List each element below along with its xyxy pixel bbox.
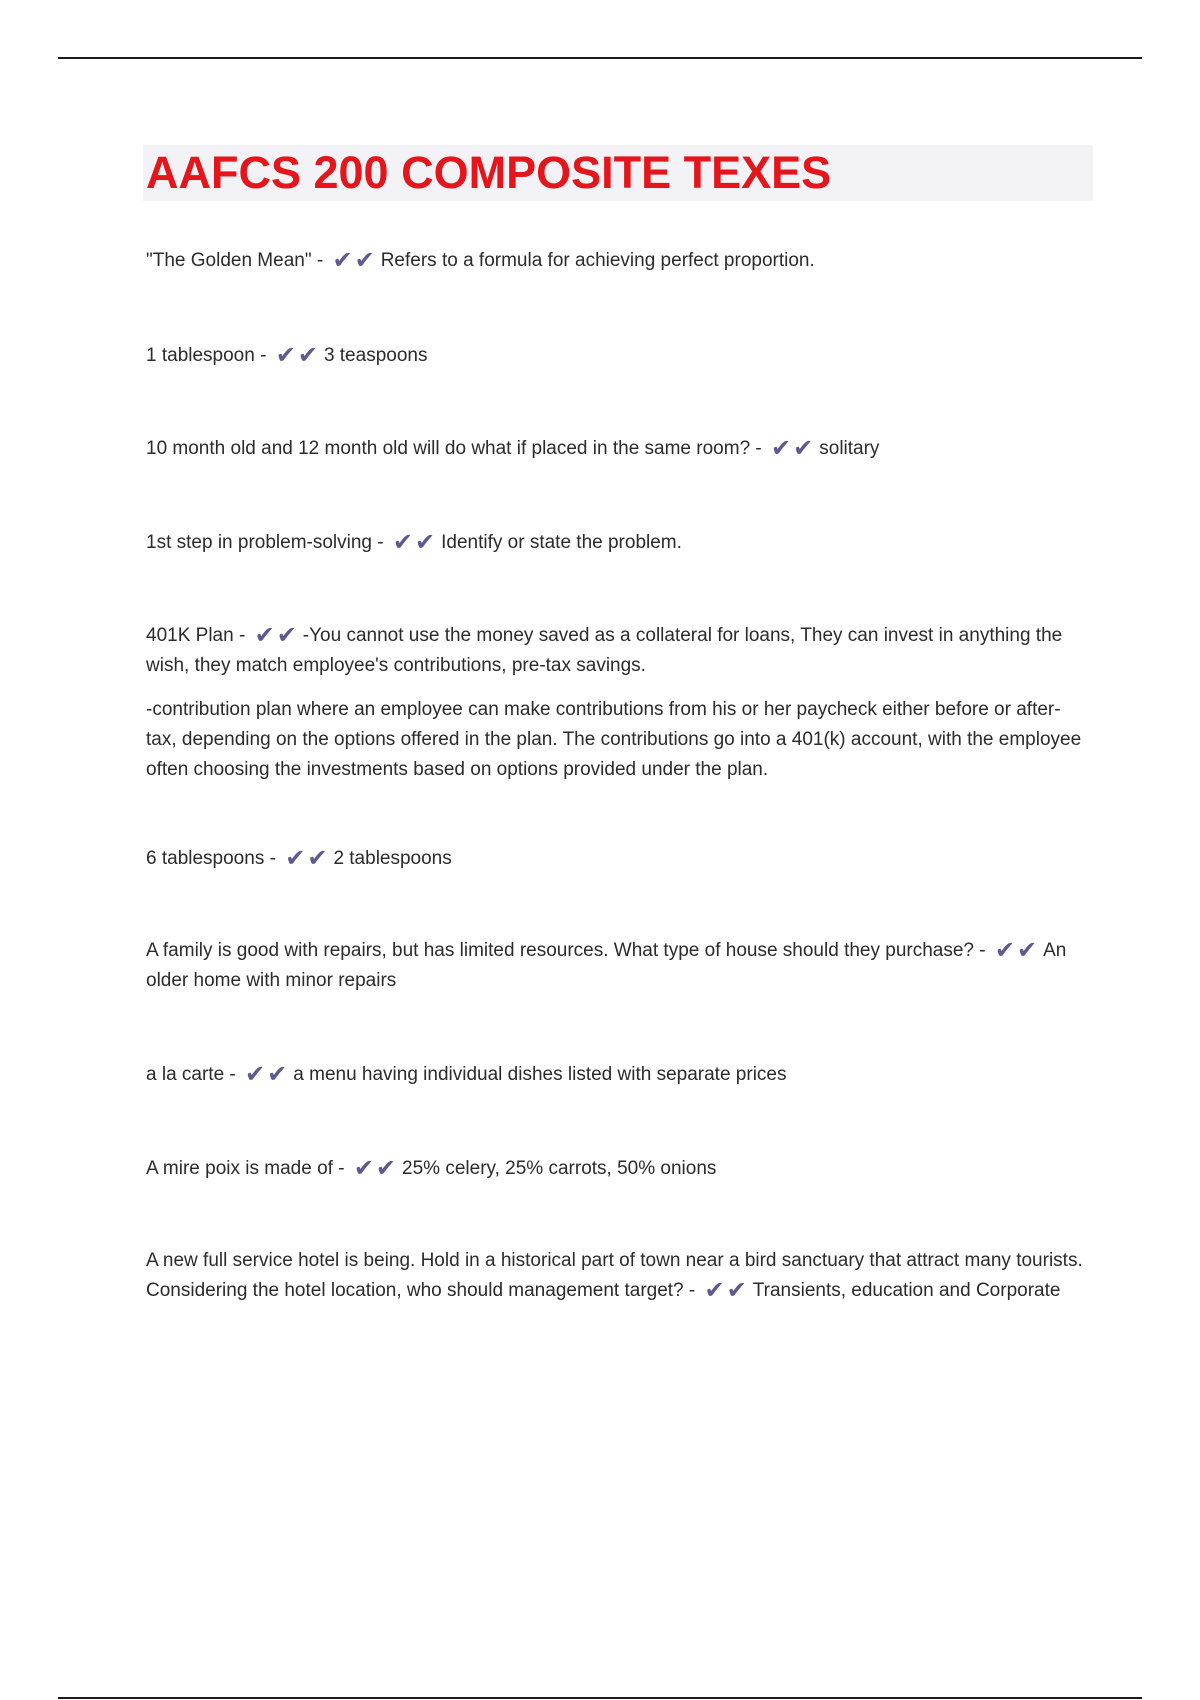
separator: - (683, 1280, 701, 1301)
qa-entry (146, 844, 452, 874)
entry-term: A family is good with repairs, but has limited resources. What type of house should they purchase? (146, 940, 974, 961)
separator: - (332, 1158, 350, 1179)
qa-entry (146, 246, 815, 276)
check-icon: ✔ (354, 247, 375, 274)
check-icon: ✔ (771, 435, 792, 462)
double-check-icon (392, 529, 437, 556)
double-check-icon (771, 435, 815, 462)
double-check-icon (704, 1277, 749, 1304)
entry-answer: 2 tablespoons (333, 848, 452, 869)
top-rule (58, 57, 1142, 59)
separator: - (254, 345, 272, 366)
entry-term: "The Golden Mean" (146, 250, 312, 271)
double-check-icon (994, 937, 1039, 964)
entry-answer: Refers to a formula for achieving perfect proportion. (380, 250, 815, 271)
double-check-icon (353, 1155, 398, 1182)
check-icon: ✔ (245, 1061, 266, 1088)
check-icon: ✔ (726, 1277, 747, 1304)
check-icon: ✔ (994, 937, 1015, 964)
double-check-icon (275, 342, 320, 369)
check-icon: ✔ (332, 247, 353, 274)
entry-term: 1 tablespoon (146, 345, 255, 366)
entry-term: a la carte (146, 1064, 225, 1085)
check-icon: ✔ (353, 1155, 374, 1182)
entry-term: 1st step in problem-solving (146, 532, 372, 553)
qa-entry (146, 434, 879, 464)
check-icon: ✔ (1016, 937, 1038, 964)
qa-entry (146, 936, 1086, 996)
qa-entry (146, 1246, 1086, 1306)
entry-answer: Identify or state the problem. (441, 532, 682, 553)
qa-entry (146, 621, 1086, 785)
entry-term: 10 month old and 12 month old will do what if placed in the same room? (146, 438, 751, 459)
double-check-icon (285, 845, 329, 872)
entry-extra: -contribution plan where an employee can make contributions from his or her paycheck either before or after-tax, depending on the options offered in the plan. The contributions go into a 401(k) account, with the employee often choosing the investments based on options provided under the plan. (146, 699, 1082, 780)
separator: - (311, 250, 329, 271)
entry-answer: solitary (819, 438, 880, 459)
check-icon: ✔ (267, 1061, 288, 1088)
qa-entry (146, 1154, 716, 1184)
entry-answer: -You cannot use the money saved as a collateral for loans, They can invest in anything the wish, they match employee's contributions, pre-tax savings. (146, 625, 1063, 676)
double-check-icon (332, 247, 376, 274)
separator: - (233, 625, 251, 646)
double-check-icon (245, 1061, 289, 1088)
entry-term: 6 tablespoons (146, 848, 265, 869)
check-icon: ✔ (285, 845, 306, 872)
document-title: AAFCS 200 COMPOSITE TEXES (146, 147, 832, 198)
check-icon: ✔ (392, 529, 413, 556)
entry-term: A mire poix is made of (146, 1158, 333, 1179)
check-icon: ✔ (415, 529, 436, 556)
separator: - (973, 940, 991, 961)
check-icon: ✔ (297, 342, 318, 369)
double-check-icon (254, 622, 299, 649)
qa-entry (146, 1060, 787, 1090)
entry-answer: 25% celery, 25% carrots, 50% onions (402, 1158, 717, 1179)
qa-entry (146, 528, 682, 558)
separator: - (372, 532, 389, 553)
bottom-rule (58, 1697, 1142, 1699)
entry-term: A new full service hotel is being. Hold in a historical part of town near a bird sanctuary that attract many tourists. Considering the hotel location, who should management target? (146, 1250, 1083, 1301)
check-icon: ✔ (275, 342, 296, 369)
entry-answer: Transients, education and Corporate (752, 1280, 1061, 1301)
entry-answer: 3 teaspoons (323, 345, 428, 366)
separator: - (264, 848, 282, 869)
entry-term: 401K Plan (146, 625, 234, 646)
check-icon: ✔ (704, 1277, 725, 1304)
qa-entry (146, 341, 427, 371)
separator: - (224, 1064, 242, 1085)
check-icon: ✔ (375, 1155, 397, 1182)
separator: - (750, 438, 768, 459)
check-icon: ✔ (254, 622, 275, 649)
check-icon: ✔ (276, 622, 297, 649)
check-icon: ✔ (793, 435, 814, 462)
check-icon: ✔ (307, 845, 328, 872)
entry-answer: a menu having individual dishes listed with separate prices (293, 1064, 787, 1085)
entry-answer: An older home with minor repairs (146, 940, 1067, 991)
